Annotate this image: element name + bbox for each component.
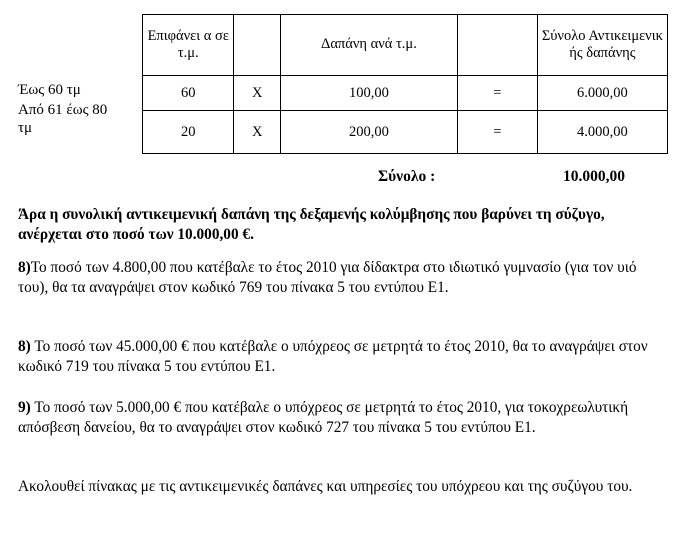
row-label-up-to-60: Έως 60 τμ	[18, 82, 81, 98]
item-9-paragraph	[18, 398, 658, 438]
cell-area: 20	[143, 111, 234, 154]
row-label-61-to-80-line2: τμ	[18, 119, 33, 136]
cell-area: 60	[143, 76, 234, 111]
table-header	[143, 15, 668, 76]
item-8a-paragraph	[18, 258, 658, 298]
row-label-61-to-80	[18, 102, 142, 137]
item-9-text: Το ποσό των 5.000,00 € που κατέβαλε ο υπόχρεος σε μετρητά το έτος 2010, για τοκοχρεωλυτική απόσβεση δανείου, θα το αναγράψει στον κωδικό 727 του πίνακα 5 του εντύπου Ε1.	[18, 399, 629, 436]
item-8b-paragraph	[18, 337, 658, 377]
header-cost-per-sqm: Δαπάνη ανά τ.μ.	[280, 15, 457, 76]
cell-equals-sign: =	[457, 111, 537, 154]
table-row	[143, 76, 668, 111]
item-8b-text: Το ποσό των 45.000,00 € που κατέβαλε ο υπόχρεος σε μετρητά το έτος 2010, θα το αναγράψει στον κωδικό 719 του πίνακα 5 του εντύπου Ε1.	[18, 338, 648, 375]
cell-total: 6.000,00	[537, 76, 667, 111]
item-8a-number: 8)	[18, 259, 31, 276]
table-row	[143, 111, 668, 154]
conclusion-paragraph: Άρα η συνολική αντικειμενική δαπάνη της δεξαμενής κολύμβησης που βαρύνει τη σύζυγο, ανέρχεται στο ποσό των 10.000,00 €.	[18, 206, 605, 243]
grand-total-label: Σύνολο :	[378, 168, 436, 185]
calculation-table	[142, 14, 668, 154]
cell-total: 4.000,00	[537, 111, 667, 154]
item-9-number: 9)	[18, 399, 31, 416]
objective-expense-table-block	[18, 14, 668, 154]
cell-multiply-sign: Χ	[234, 111, 281, 154]
item-8a-text: Το ποσό των 4.800,00 που κατέβαλε το έτος 2010 για δίδακτρα στο ιδιωτικό γυμνασίο (για τον υιό του), θα τα αναγράψει στον κωδικό 769 του πίνακα 5 του εντύπου Ε1.	[18, 259, 637, 296]
header-equals-blank	[457, 15, 537, 76]
cell-rate: 100,00	[280, 76, 457, 111]
table-body	[143, 76, 668, 154]
grand-total-value: 10.000,00	[563, 168, 625, 185]
cell-rate: 200,00	[280, 111, 457, 154]
cell-equals-sign: =	[457, 76, 537, 111]
table-header-row	[143, 15, 668, 76]
header-surface-area: Επιφάνει α σε τ.μ.	[143, 15, 234, 76]
final-paragraph: Ακολουθεί πίνακας με τις αντικειμενικές δαπάνες και υπηρεσίες του υπόχρεου και της συζύγου του.	[18, 478, 633, 495]
item-8b-number: 8)	[18, 338, 31, 355]
row-label-61-to-80-line1: Από 61 έως 80	[18, 102, 108, 118]
header-total-objective-expense: Σύνολο Αντικειμενικ ής δαπάνης	[537, 15, 667, 76]
cell-multiply-sign: Χ	[234, 76, 281, 111]
header-multiply-blank	[234, 15, 281, 76]
